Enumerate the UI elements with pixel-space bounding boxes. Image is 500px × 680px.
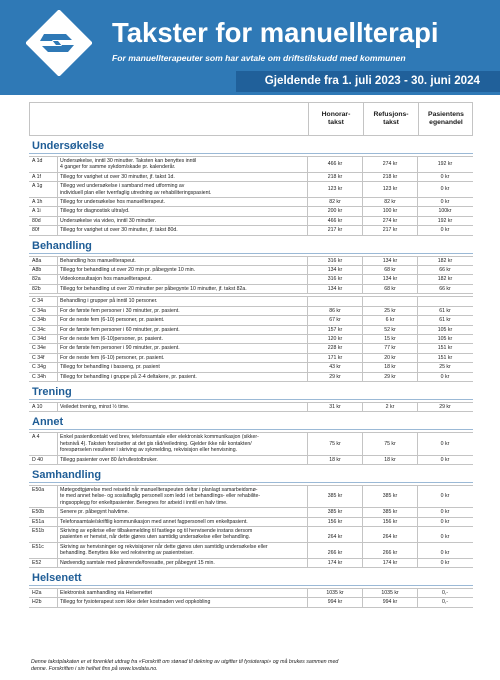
row-honorar: 218 kr bbox=[307, 173, 362, 181]
row-code: C 34c bbox=[32, 326, 46, 333]
row-code: A8b bbox=[32, 267, 42, 274]
row-refusjon: 274 kr bbox=[362, 157, 417, 172]
table-row bbox=[29, 275, 473, 284]
row-refusjon: 15 kr bbox=[362, 335, 417, 343]
row-honorar: 86 kr bbox=[307, 307, 362, 315]
table-row bbox=[29, 297, 473, 306]
table-row bbox=[29, 326, 473, 335]
row-refusjon: 75 kr bbox=[362, 433, 417, 454]
row-code: E51c bbox=[32, 543, 44, 550]
row-egenandel: 151 kr bbox=[417, 354, 472, 362]
table-row bbox=[29, 182, 473, 198]
row-egenandel: 100kr bbox=[417, 207, 472, 215]
row-honorar: 994 kr bbox=[307, 598, 362, 606]
row-refusjon: 123 kr bbox=[362, 182, 417, 197]
row-egenandel: 0 kr bbox=[417, 518, 472, 526]
row-description: Veiledet trening, minst ½ time. bbox=[57, 403, 307, 411]
row-egenandel: 182 kr bbox=[417, 257, 472, 265]
row-honorar: 29 kr bbox=[307, 373, 362, 381]
table-row bbox=[29, 518, 473, 527]
row-egenandel: 61 kr bbox=[417, 307, 472, 315]
row-egenandel: 182 kr bbox=[417, 275, 472, 283]
row-description: Tillegg for behandling ut over 20 minutter per påbegynte 10 minutter, jf. takst 82a. bbox=[57, 285, 307, 293]
section-title: Trening bbox=[29, 384, 473, 400]
table-row bbox=[29, 508, 473, 517]
row-refusjon: 100 kr bbox=[362, 207, 417, 215]
row-honorar: 67 kr bbox=[307, 316, 362, 324]
row-description: Behandling i grupper på inntil 10 personer. bbox=[57, 297, 307, 305]
table-row bbox=[29, 198, 473, 207]
row-honorar: 157 kr bbox=[307, 326, 362, 334]
header-egenandel: Pasientens egenandel bbox=[418, 103, 473, 135]
row-honorar: 82 kr bbox=[307, 198, 362, 206]
section-title: Annet bbox=[29, 414, 473, 430]
row-honorar: 43 kr bbox=[307, 363, 362, 371]
row-description: Enkel pasientkontakt ved brev, telefonsamtale eller elektronisk kommunikasjon (sikker- hetsnivå 4). Taksten forutsetter at det gis råd/veiledning. Gjelder ikke når kontakten/ forespørselen resulterer i skriving av sykmelding, rekvisisjon eller henvisning. bbox=[57, 433, 307, 454]
table-body bbox=[29, 138, 473, 608]
row-description: Tillegg ved undersøkelse i samband med utforming av individuell plan eller tverrfaglig utredning av rehabiliteringspasient. bbox=[57, 182, 307, 197]
row-egenandel bbox=[417, 297, 472, 305]
row-refusjon: 6 kr bbox=[362, 316, 417, 324]
row-description: Senere pr. påbegynt halvtime. bbox=[57, 508, 307, 516]
row-honorar: 123 kr bbox=[307, 182, 362, 197]
row-honorar: 156 kr bbox=[307, 518, 362, 526]
header-honorar: Honorar- takst bbox=[308, 103, 363, 135]
row-refusjon: 994 kr bbox=[362, 598, 417, 606]
table-row bbox=[29, 559, 473, 568]
row-description: For de første fem personer i 30 minutter, pr. pasient. bbox=[57, 307, 307, 315]
row-code: 80d bbox=[32, 217, 41, 224]
row-egenandel: 0 kr bbox=[417, 486, 472, 507]
row-code: H2b bbox=[32, 599, 42, 606]
row-egenandel: 0 kr bbox=[417, 527, 472, 542]
row-egenandel: 105 kr bbox=[417, 335, 472, 343]
row-description: Tillegg for fysioterapeut som ikke deler kostnaden ved oppkobling bbox=[57, 598, 307, 606]
table-row bbox=[29, 226, 473, 235]
row-code: C 34a bbox=[32, 307, 46, 314]
row-refusjon: 217 kr bbox=[362, 226, 417, 234]
row-egenandel: 0,- bbox=[417, 589, 472, 597]
row-egenandel: 0 kr bbox=[417, 226, 472, 234]
row-refusjon: 29 kr bbox=[362, 373, 417, 381]
row-refusjon: 20 kr bbox=[362, 354, 417, 362]
row-description: Undersøkelse, inntil 30 minutter. Taksten kan benyttes inntil 4 ganger for samme sykdom/skade pr. kalenderår. bbox=[57, 157, 307, 172]
row-honorar: 171 kr bbox=[307, 354, 362, 362]
row-code: A 1f bbox=[32, 173, 41, 180]
row-honorar: 75 kr bbox=[307, 433, 362, 454]
table-row bbox=[29, 363, 473, 372]
row-egenandel: 105 kr bbox=[417, 326, 472, 334]
header-refusjon: Refusjons- takst bbox=[363, 103, 418, 135]
row-code: A 1d bbox=[32, 158, 43, 164]
row-description: Tillegg for varighet ut over 30 minutter, jf. takst 1d. bbox=[57, 173, 307, 181]
row-refusjon: 77 kr bbox=[362, 344, 417, 352]
row-code: A 1h bbox=[32, 199, 43, 206]
section-title: Undersøkelse bbox=[29, 138, 473, 154]
row-description: Nødvendig samtale med pårørende/foresatte, per påbegynt 15 min. bbox=[57, 559, 307, 567]
row-code: E51a bbox=[32, 518, 45, 525]
header-code bbox=[30, 103, 58, 135]
row-refusjon: 174 kr bbox=[362, 559, 417, 567]
row-refusjon: 274 kr bbox=[362, 217, 417, 225]
row-description: Videokonsultasjon hos manuellterapeut. bbox=[57, 275, 307, 283]
row-refusjon: 25 kr bbox=[362, 307, 417, 315]
row-honorar: 385 kr bbox=[307, 486, 362, 507]
row-code: A 1g bbox=[32, 183, 43, 190]
row-group bbox=[29, 296, 473, 382]
row-egenandel: 25 kr bbox=[417, 363, 472, 371]
page-subtitle: For manuellterapeuter som har avtale om driftstilskudd med kommunen bbox=[112, 53, 406, 63]
table-row bbox=[29, 217, 473, 226]
row-honorar: 264 kr bbox=[307, 527, 362, 542]
row-egenandel: 66 kr bbox=[417, 285, 472, 293]
row-egenandel: 29 kr bbox=[417, 403, 472, 411]
row-refusjon: 134 kr bbox=[362, 275, 417, 283]
table-row bbox=[29, 173, 473, 182]
row-egenandel: 151 kr bbox=[417, 344, 472, 352]
table-row bbox=[29, 527, 473, 543]
row-group bbox=[29, 432, 473, 465]
row-code: C 34b bbox=[32, 317, 46, 324]
diamond-s-logo-icon bbox=[26, 10, 92, 76]
row-group bbox=[29, 256, 473, 295]
row-description: Tillegg for varighet ut over 30 minutter, jf. takst 80d. bbox=[57, 226, 307, 234]
row-honorar: 316 kr bbox=[307, 275, 362, 283]
row-honorar: 1035 kr bbox=[307, 589, 362, 597]
row-code: C 34 bbox=[32, 298, 43, 305]
row-code: A 4 bbox=[32, 434, 40, 441]
row-honorar: 200 kr bbox=[307, 207, 362, 215]
row-code: A 10 bbox=[32, 403, 43, 410]
row-egenandel: 0 kr bbox=[417, 456, 472, 464]
row-description: Tillegg pasienter over 80 år/rullestolbruker. bbox=[57, 456, 307, 464]
row-refusjon: 218 kr bbox=[362, 173, 417, 181]
header-banner bbox=[0, 0, 500, 95]
row-egenandel: 0 kr bbox=[417, 559, 472, 567]
row-honorar: 466 kr bbox=[307, 157, 362, 172]
row-group bbox=[29, 485, 473, 568]
row-honorar: 120 kr bbox=[307, 335, 362, 343]
table-row bbox=[29, 335, 473, 344]
row-egenandel: 0 kr bbox=[417, 543, 472, 558]
row-honorar: 316 kr bbox=[307, 257, 362, 265]
table-row bbox=[29, 157, 473, 173]
row-description: Skriving av henvisninger og rekvisisjoner når dette gjøres uten samtidig undersøkelse eller behandling. Benyttes ikke ved rekvirering av pasientreiser. bbox=[57, 543, 307, 558]
row-egenandel: 0 kr bbox=[417, 508, 472, 516]
row-egenandel: 66 kr bbox=[417, 266, 472, 274]
row-code: E50b bbox=[32, 509, 45, 516]
row-description: Tillegg for behandling i basseng, pr. pasient bbox=[57, 363, 307, 371]
row-code: C 34g bbox=[32, 364, 46, 371]
row-honorar: 466 kr bbox=[307, 217, 362, 225]
table-row bbox=[29, 486, 473, 508]
row-egenandel: 0 kr bbox=[417, 182, 472, 197]
row-code: C 34d bbox=[32, 335, 46, 342]
table-row bbox=[29, 543, 473, 559]
row-code: C 34f bbox=[32, 354, 45, 361]
row-refusjon: 264 kr bbox=[362, 527, 417, 542]
row-honorar: 134 kr bbox=[307, 266, 362, 274]
row-code: 82a bbox=[32, 276, 41, 283]
row-description: Tillegg for undersøkelse hos manuellterapeut. bbox=[57, 198, 307, 206]
row-honorar: 385 kr bbox=[307, 508, 362, 516]
table-row bbox=[29, 433, 473, 455]
row-code: 82b bbox=[32, 285, 41, 292]
row-honorar: 217 kr bbox=[307, 226, 362, 234]
row-egenandel: 0 kr bbox=[417, 373, 472, 381]
table-row bbox=[29, 344, 473, 353]
table-row bbox=[29, 589, 473, 598]
row-refusjon: 1035 kr bbox=[362, 589, 417, 597]
row-refusjon: 82 kr bbox=[362, 198, 417, 206]
row-egenandel: 192 kr bbox=[417, 157, 472, 172]
row-description: For de neste fem (6-10) personer, pr. pasient. bbox=[57, 316, 307, 324]
row-refusjon: 18 kr bbox=[362, 363, 417, 371]
row-honorar: 266 kr bbox=[307, 543, 362, 558]
table-row bbox=[29, 207, 473, 216]
row-refusjon: 385 kr bbox=[362, 508, 417, 516]
row-honorar: 134 kr bbox=[307, 285, 362, 293]
table-row bbox=[29, 456, 473, 465]
row-code: E51b bbox=[32, 528, 45, 534]
row-refusjon: 68 kr bbox=[362, 266, 417, 274]
table-header bbox=[29, 102, 473, 136]
row-honorar: 18 kr bbox=[307, 456, 362, 464]
row-refusjon: 2 kr bbox=[362, 403, 417, 411]
row-refusjon: 385 kr bbox=[362, 486, 417, 507]
tariff-table bbox=[29, 102, 473, 608]
row-honorar: 228 kr bbox=[307, 344, 362, 352]
row-refusjon: 68 kr bbox=[362, 285, 417, 293]
row-code: C 34e bbox=[32, 345, 46, 352]
row-code: H2a bbox=[32, 590, 42, 597]
header-description bbox=[58, 103, 308, 135]
row-description: Behandling hos manuellterapeut. bbox=[57, 257, 307, 265]
row-code: E50a bbox=[32, 486, 45, 493]
row-egenandel: 0 kr bbox=[417, 173, 472, 181]
table-row bbox=[29, 316, 473, 325]
row-code: E52 bbox=[32, 559, 42, 566]
row-egenandel: 61 kr bbox=[417, 316, 472, 324]
row-egenandel: 0,- bbox=[417, 598, 472, 606]
row-code: A 1i bbox=[32, 208, 41, 215]
table-row bbox=[29, 307, 473, 316]
row-description: Elektronisk samhandling via Helsenettet bbox=[57, 589, 307, 597]
row-description: For de neste fem (6-10)personer, pr. pasient. bbox=[57, 335, 307, 343]
footer-note: Denne takstplakaten er et forenklet utdrag fra «Forskrift om stønad til dekning av utgifter til fysioterapi» og må brukes sammen med denne. Forskriften i sin helhet fins på www.lovdata.no. bbox=[31, 659, 339, 672]
table-row bbox=[29, 266, 473, 275]
table-row bbox=[29, 598, 473, 607]
validity-period: Gjeldende fra 1. juli 2023 - 30. juni 2024 bbox=[264, 74, 480, 87]
row-refusjon bbox=[362, 297, 417, 305]
section-title: Helsenett bbox=[29, 570, 473, 586]
table-row bbox=[29, 285, 473, 294]
row-refusjon: 18 kr bbox=[362, 456, 417, 464]
section-title: Samhandling bbox=[29, 467, 473, 483]
row-description: Skriving av epikrise eller tilbakemelding til fastlege og til henvisende instans dersom pasienten er henvist, når dette gjøres uten samtidig undersøkelse eller behandling. bbox=[57, 527, 307, 542]
row-description: For de første fem personer i 60 minutter, pr. pasient. bbox=[57, 326, 307, 334]
row-description: For de første fem personer i 90 minutter, pr. pasient. bbox=[57, 344, 307, 352]
row-description: Tillegg for diagnostisk ultralyd. bbox=[57, 207, 307, 215]
row-honorar: 174 kr bbox=[307, 559, 362, 567]
row-description: Tillegg for behandling ut over 20 min pr. påbegynte 10 min. bbox=[57, 266, 307, 274]
page-title: Takster for manuellterapi bbox=[112, 17, 439, 48]
table-row bbox=[29, 373, 473, 382]
row-description: Møtegodtgjørelse med reisetid når manuellterapeuten deltar i planlagt samarbeidsmø- te med annet helse- og sosialfaglig personell som ledd i et behandlings- eller rehabilite- ringsopplegg for enkeltpasienter. Beregnes for arbeid i inntil en halv time. bbox=[57, 486, 307, 507]
row-refusjon: 156 kr bbox=[362, 518, 417, 526]
row-group bbox=[29, 402, 473, 412]
row-refusjon: 134 kr bbox=[362, 257, 417, 265]
row-egenandel: 0 kr bbox=[417, 433, 472, 454]
row-code: A8a bbox=[32, 257, 42, 264]
row-description: Undersøkelse via video, inntil 30 minutter. bbox=[57, 217, 307, 225]
row-egenandel: 192 kr bbox=[417, 217, 472, 225]
row-code: 80f bbox=[32, 227, 40, 234]
row-refusjon: 52 kr bbox=[362, 326, 417, 334]
row-code: C 34h bbox=[32, 373, 46, 380]
row-description: For de neste fem (6-10) personer, pr. pasient. bbox=[57, 354, 307, 362]
table-row bbox=[29, 257, 473, 266]
table-row bbox=[29, 354, 473, 363]
table-row bbox=[29, 403, 473, 412]
row-honorar bbox=[307, 297, 362, 305]
row-group bbox=[29, 588, 473, 608]
row-description: Tillegg for behandling i gruppe på 2-4 deltakere, pr. pasient. bbox=[57, 373, 307, 381]
row-description: Telefonsamtale/skriftlig kommunikasjon med annet fagpersonell om enkeltpasient. bbox=[57, 518, 307, 526]
row-refusjon: 266 kr bbox=[362, 543, 417, 558]
row-code: D 40 bbox=[32, 456, 43, 463]
row-honorar: 31 kr bbox=[307, 403, 362, 411]
row-egenandel: 0 kr bbox=[417, 198, 472, 206]
section-title: Behandling bbox=[29, 238, 473, 254]
validity-band bbox=[236, 71, 500, 92]
row-group bbox=[29, 156, 473, 236]
